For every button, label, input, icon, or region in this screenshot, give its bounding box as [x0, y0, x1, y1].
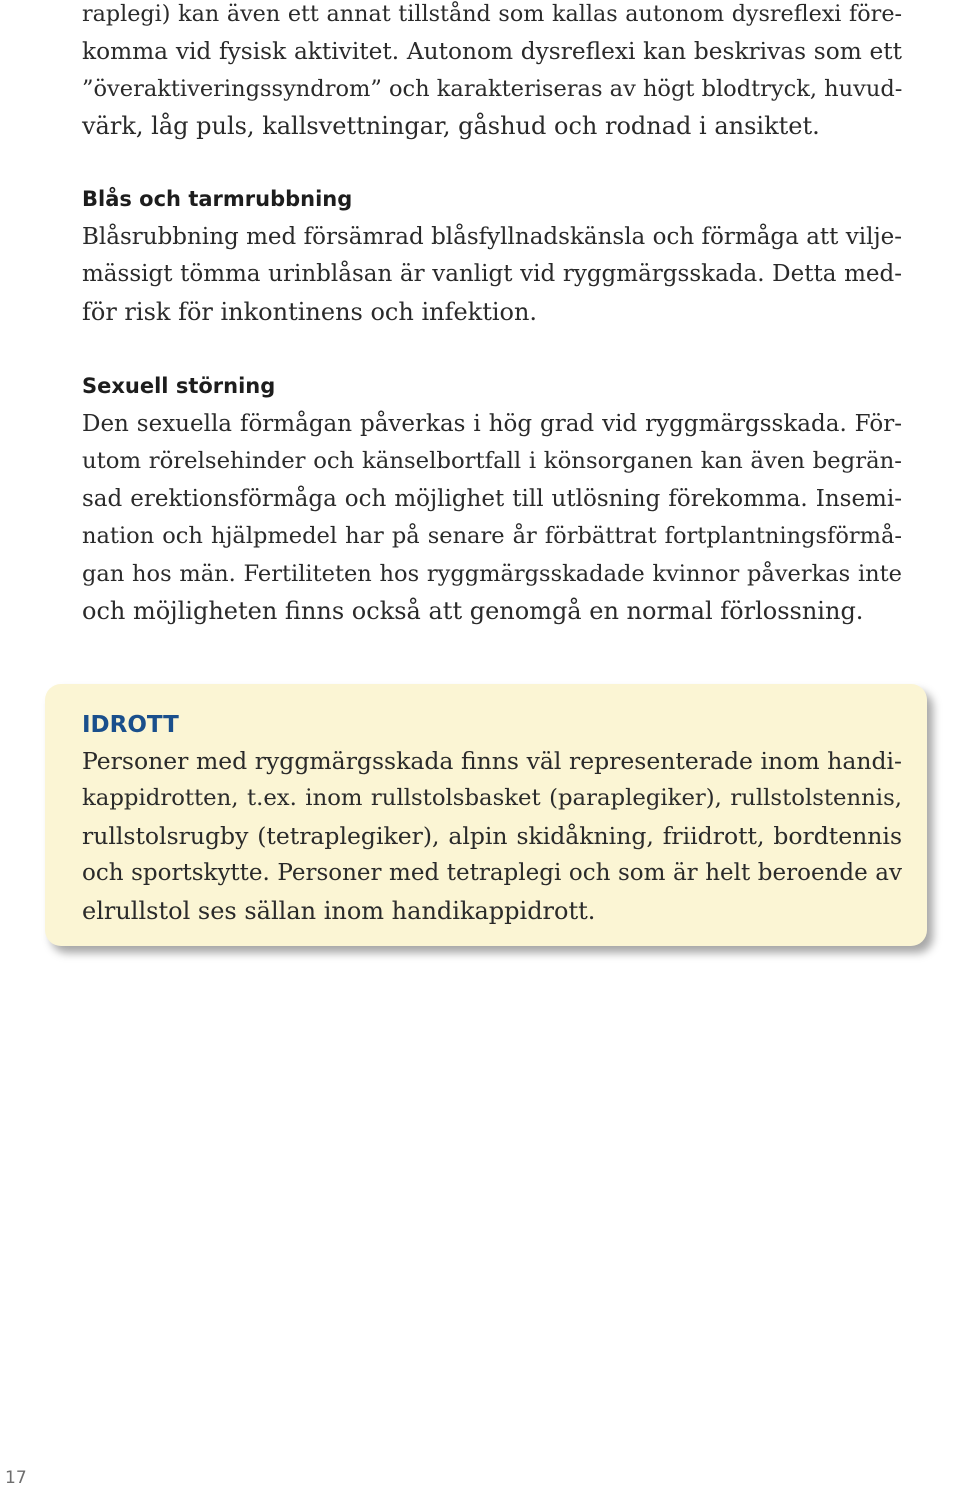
intro-paragraph — [82, 0, 902, 146]
text-line: kappidrotten, t.ex. inom rullstolsbasket (paraplegiker), rullstolstennis, — [82, 785, 902, 812]
text-line: och möjligheten finns också att genomgå en normal förlossning. — [82, 596, 864, 625]
section-heading-sexual: Sexuell störning — [82, 374, 276, 398]
text-line: komma vid fysisk aktivitet. Autonom dysreflexi kan beskrivas som ett — [82, 38, 902, 66]
text-line: Den sexuella förmågan påverkas i hög grad vid ryggmärgsskada. För- — [82, 411, 902, 437]
page-number: 17 — [5, 1468, 27, 1488]
idrott-heading: IDROTT — [82, 712, 179, 738]
text-line: utom rörelsehinder och känselbortfall i könsorganen kan även begrän- — [82, 448, 902, 475]
text-line: Personer med ryggmärgsskada finns väl representerade inom handi- — [82, 747, 902, 775]
text-line: raplegi) kan även ett annat tillstånd som kallas autonom dysreflexi före- — [82, 1, 902, 27]
sexual-paragraph — [82, 406, 902, 630]
idrott-paragraph — [82, 743, 902, 930]
text-line: rullstolsrugby (tetraplegiker), alpin skidåkning, friidrott, bordtennis — [82, 821, 902, 850]
text-line: Blåsrubbning med försämrad blåsfyllnadskänsla och förmåga att vilje- — [82, 224, 902, 250]
bladder-paragraph — [82, 219, 902, 331]
section-heading-bladder: Blås och tarmrubbning — [82, 187, 353, 211]
text-line: värk, låg puls, kallsvettningar, gåshud och rodnad i ansiktet. — [82, 112, 820, 141]
text-line: och sportskytte. Personer med tetraplegi och som är helt beroende av — [82, 860, 902, 887]
text-line: ”överaktiveringssyndrom” och karakteriseras av högt blodtryck, huvud- — [82, 75, 903, 102]
text-line: elrullstol ses sällan inom handikappidrott. — [82, 896, 596, 925]
text-line: gan hos män. Fertiliteten hos ryggmärgsskadade kvinnor påverkas inte — [82, 560, 902, 587]
text-line: mässigt tömma urinblåsan är vanligt vid ryggmärgsskada. Detta med- — [82, 261, 902, 288]
text-line: sad erektionsförmåga och möjlighet till utlösning förekomma. Insemi- — [82, 485, 902, 512]
text-line: nation och hjälpmedel har på senare år förbättrat fortplantningsförmå- — [82, 523, 902, 550]
text-line: för risk för inkontinens och infektion. — [82, 297, 538, 326]
